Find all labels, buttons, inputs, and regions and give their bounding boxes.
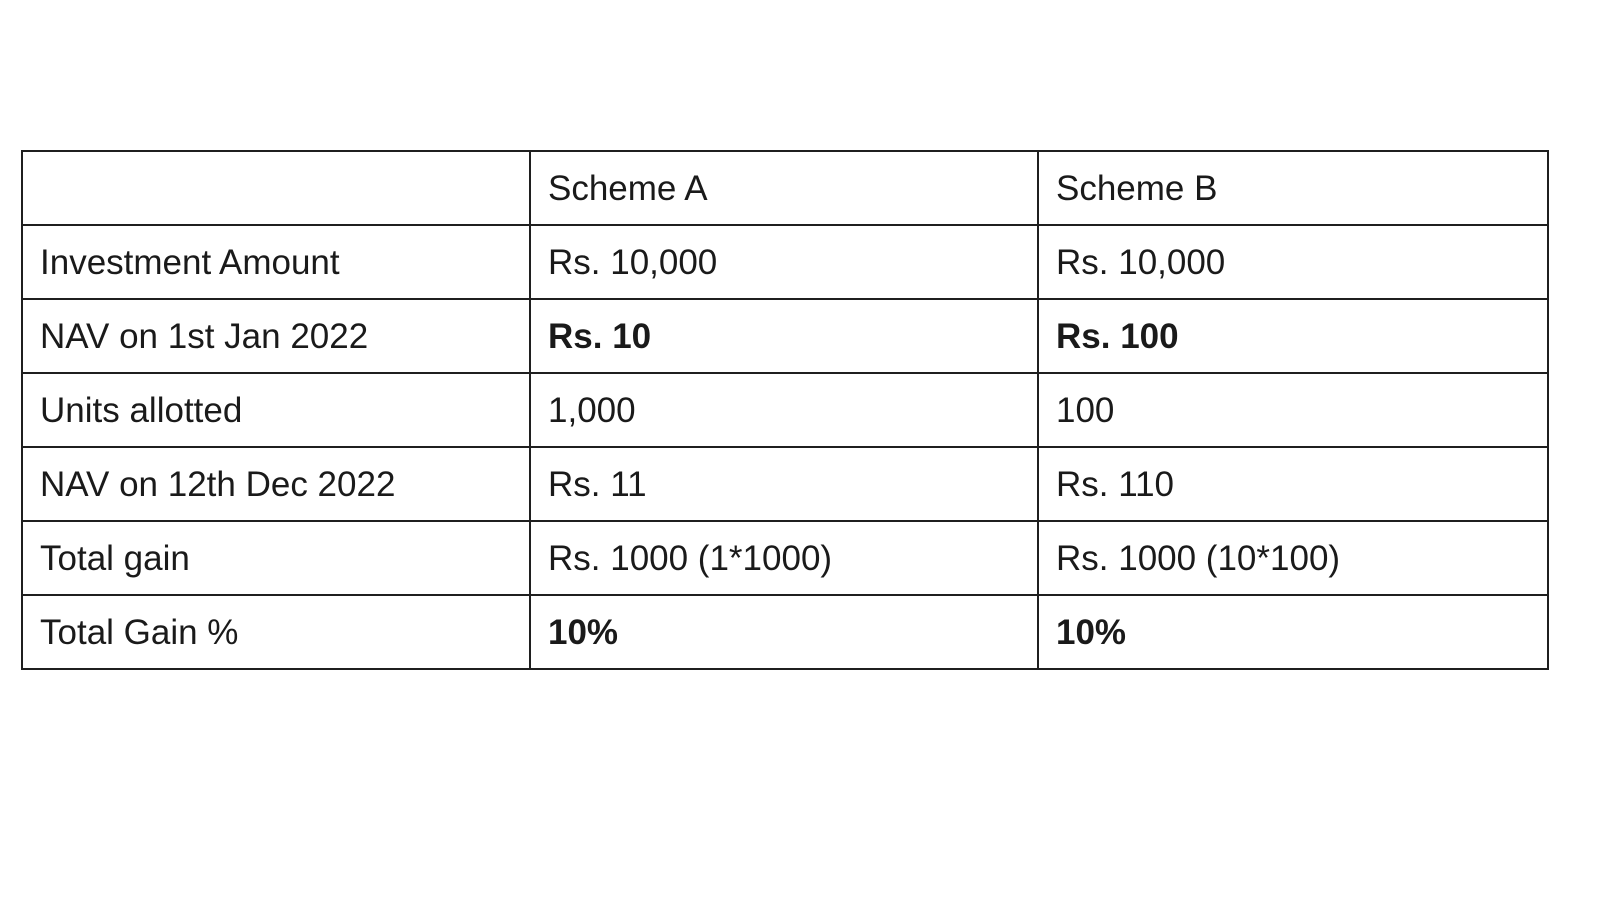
scheme-a-value: 10%: [530, 595, 1038, 669]
row-label: Units allotted: [22, 373, 530, 447]
header-cell-scheme-a: Scheme A: [530, 151, 1038, 225]
comparison-table-container: [21, 150, 1549, 670]
row-label: NAV on 1st Jan 2022: [22, 299, 530, 373]
scheme-a-value: Rs. 10,000: [530, 225, 1038, 299]
scheme-a-value: Rs. 10: [530, 299, 1038, 373]
header-cell-empty: [22, 151, 530, 225]
table-row: [22, 521, 1548, 595]
table-row: [22, 373, 1548, 447]
scheme-comparison-table: [21, 150, 1549, 670]
scheme-a-value: Rs. 11: [530, 447, 1038, 521]
header-cell-scheme-b: Scheme B: [1038, 151, 1548, 225]
scheme-b-value: 100: [1038, 373, 1548, 447]
scheme-b-value: Rs. 1000 (10*100): [1038, 521, 1548, 595]
scheme-a-value: 1,000: [530, 373, 1038, 447]
row-label: NAV on 12th Dec 2022: [22, 447, 530, 521]
table-row: [22, 299, 1548, 373]
row-label: Total Gain %: [22, 595, 530, 669]
table-row: [22, 225, 1548, 299]
row-label: Total gain: [22, 521, 530, 595]
table-row: [22, 595, 1548, 669]
scheme-b-value: Rs. 110: [1038, 447, 1548, 521]
scheme-a-value: Rs. 1000 (1*1000): [530, 521, 1038, 595]
scheme-b-value: Rs. 10,000: [1038, 225, 1548, 299]
table-row: [22, 447, 1548, 521]
row-label: Investment Amount: [22, 225, 530, 299]
scheme-b-value: 10%: [1038, 595, 1548, 669]
scheme-b-value: Rs. 100: [1038, 299, 1548, 373]
table-header-row: [22, 151, 1548, 225]
